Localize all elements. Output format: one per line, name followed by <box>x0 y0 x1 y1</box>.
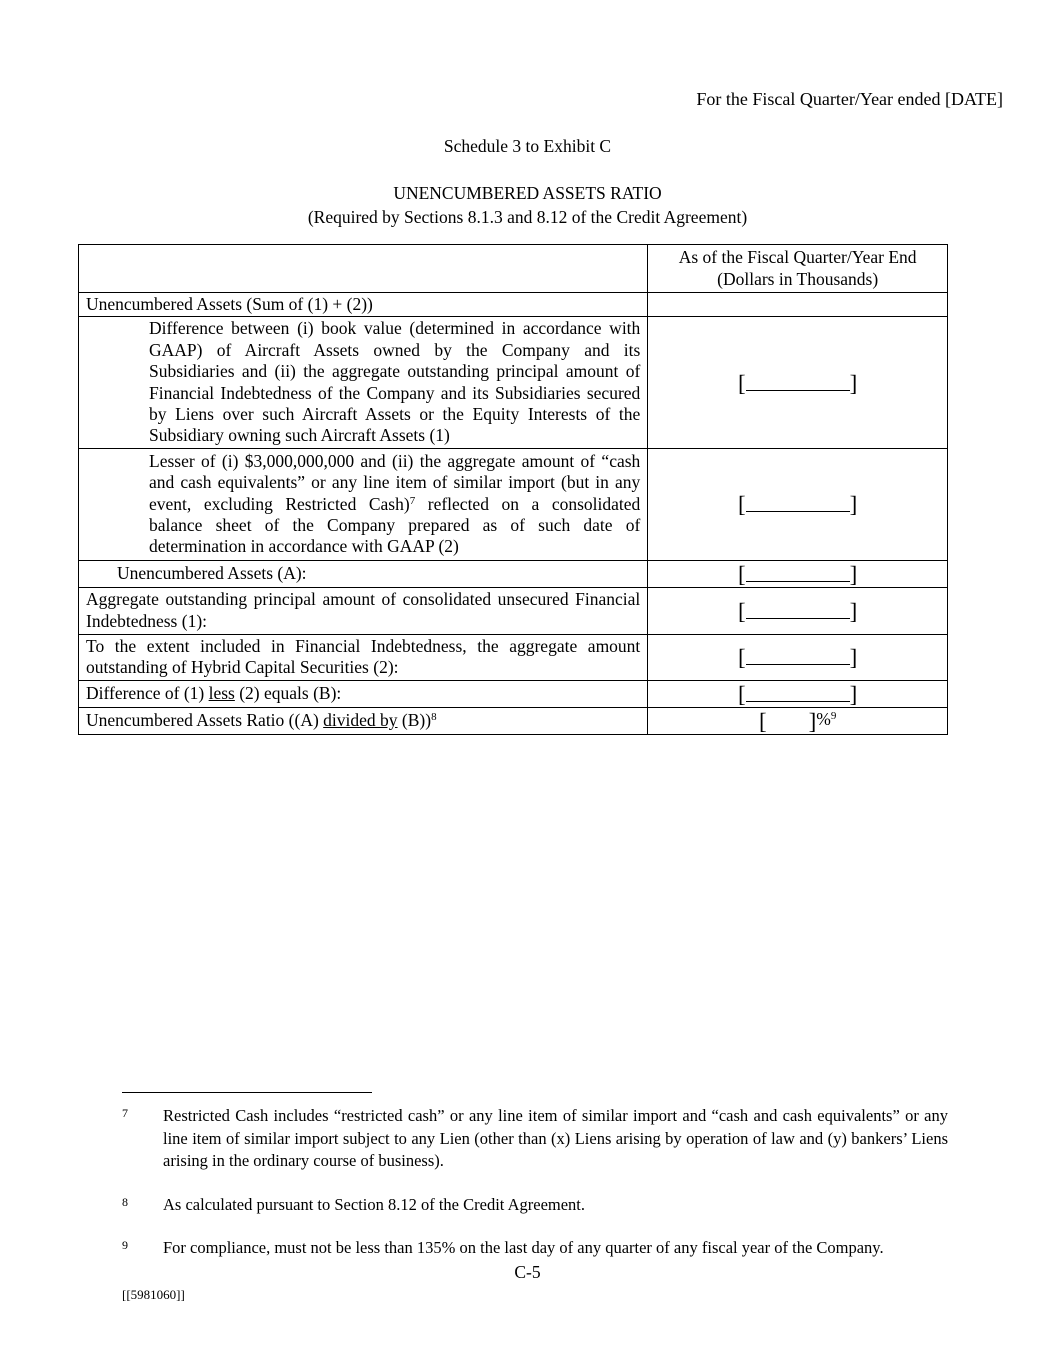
footnote-7 <box>122 1105 948 1173</box>
row-value-cell <box>648 317 948 448</box>
footnote-ref-7: 7 <box>409 494 416 507</box>
open-bracket: [ <box>737 681 746 707</box>
open-bracket: [ <box>758 708 767 734</box>
document-subtitle: (Required by Sections 8.1.3 and 8.12 of the Credit Agreement) <box>307 207 748 227</box>
percent-sign: % <box>816 708 831 729</box>
blank-value-field <box>738 371 857 395</box>
footnote-9 <box>122 1237 948 1260</box>
table-row <box>79 293 948 317</box>
table-header-row <box>79 245 948 293</box>
footnote-text: As calculated pursuant to Section 8.12 of the Credit Agreement. <box>163 1194 586 1214</box>
blank-value-field <box>738 682 857 706</box>
fiscal-period-line: For the Fiscal Quarter/Year ended [DATE] <box>696 89 1003 109</box>
footnote-marker: 9 <box>122 1238 128 1252</box>
footnote-marker: 7 <box>122 1106 128 1120</box>
blank-value-field <box>738 645 857 669</box>
document-title: UNENCUMBERED ASSETS RATIO <box>393 183 662 203</box>
close-bracket: ] <box>849 645 858 671</box>
open-bracket: [ <box>737 645 746 671</box>
percent-value-field <box>759 709 836 733</box>
open-bracket: [ <box>737 370 746 396</box>
close-bracket: ] <box>849 492 858 518</box>
row-label-cell: Unencumbered Assets (A): <box>79 560 648 587</box>
fill-in-line <box>746 375 850 391</box>
fill-in-line <box>746 603 850 619</box>
schedule-heading: Schedule 3 to Exhibit C <box>443 136 612 156</box>
table-row <box>79 317 948 448</box>
title-block <box>0 181 1055 229</box>
header-value-cell <box>648 245 948 293</box>
row-value-cell <box>648 293 948 317</box>
table-row <box>79 707 948 734</box>
open-bracket: [ <box>737 561 746 587</box>
fill-in-line <box>746 649 850 665</box>
table-row <box>79 587 948 634</box>
fill-in-line <box>746 496 850 512</box>
row-value-cell <box>648 680 948 707</box>
row-value-cell <box>648 634 948 680</box>
table-row <box>79 560 948 587</box>
footnote-marker: 8 <box>122 1194 128 1209</box>
underlined-word: less <box>208 682 235 703</box>
row-label-cell <box>79 680 648 707</box>
footnote-ref-9: 9 <box>830 709 837 722</box>
underlined-phrase: divided by <box>323 709 398 730</box>
close-bracket: ] <box>849 598 858 624</box>
fill-in-gap <box>767 713 809 729</box>
row-label-cell: Difference between (i) book value (determined in accordance with GAAP) of Aircraft Assets owned by the Company and its Subsidiaries and (ii) the aggregate outstanding principal amount of Financial Indebtedness of the Company and its Subsidiaries secured by Liens over such Aircraft Assets or the Equity Interests of the Subsidiary owning such Aircraft Assets (1) <box>79 317 648 448</box>
close-bracket: ] <box>849 370 858 396</box>
open-bracket: [ <box>737 492 746 518</box>
row-label-cell <box>79 707 648 734</box>
table-row <box>79 680 948 707</box>
value-column-header-line2: (Dollars in Thousands) <box>717 268 879 289</box>
close-bracket: ] <box>808 708 817 734</box>
close-bracket: ] <box>849 561 858 587</box>
row-label-text: Difference of (1) <box>86 682 209 703</box>
row-label-text: (B)) <box>397 709 432 730</box>
page-number: C-5 <box>514 1262 541 1282</box>
row-label-cell <box>79 448 648 560</box>
footnote-separator-rule <box>122 1092 372 1093</box>
table-row <box>79 448 948 560</box>
fill-in-line <box>746 566 850 582</box>
row-label-text: Lesser of (i) $3,000,000,000 and (ii) the aggregate amount of “cash and cash equivalents” or any line item of similar import (but in any event, excluding Restricted Cash) <box>149 450 641 514</box>
row-value-cell <box>648 448 948 560</box>
header-empty-cell <box>79 245 648 293</box>
footnote-text: Restricted Cash includes “restricted cash” or any line item of similar import and “cash and cash equivalents” or any line item of similar import subject to any Lien (other than (x) Liens arising by operation of law and (y) bankers’ Liens arising in the ordinary course of business). <box>163 1106 948 1170</box>
row-value-cell <box>648 560 948 587</box>
row-label-cell: Aggregate outstanding principal amount of consolidated unsecured Financial Indebtedness (1): <box>79 587 648 634</box>
row-label-text: Unencumbered Assets Ratio ((A) <box>86 709 324 730</box>
blank-value-field <box>738 492 857 516</box>
close-bracket: ] <box>849 681 858 707</box>
footnote-text: For compliance, must not be less than 135% on the last day of any quarter of any fiscal year of the Company. <box>163 1238 884 1257</box>
table-row <box>79 634 948 680</box>
footnote-8 <box>122 1194 948 1217</box>
row-value-cell <box>648 587 948 634</box>
document-id-stamp: [[5981060]] <box>122 1287 185 1302</box>
row-value-cell <box>648 707 948 734</box>
row-label-cell: To the extent included in Financial Indebtedness, the aggregate amount outstanding of Hybrid Capital Securities (2): <box>79 634 648 680</box>
blank-value-field <box>738 562 857 586</box>
row-label-text: (2) equals (B): <box>234 682 342 703</box>
open-bracket: [ <box>737 598 746 624</box>
value-column-header-line1: As of the Fiscal Quarter/Year End <box>678 247 917 268</box>
blank-value-field <box>738 599 857 623</box>
footnotes-section <box>122 1092 948 1260</box>
footnote-ref-8: 8 <box>431 710 437 723</box>
row-label-cell: Unencumbered Assets (Sum of (1) + (2)) <box>79 293 648 317</box>
fill-in-line <box>746 686 850 702</box>
unencumbered-assets-table <box>78 244 948 735</box>
row-label-text: reflected on a consolidated balance sheet of the Company prepared as of such date of determination in accordance with GAAP (2) <box>149 493 641 557</box>
